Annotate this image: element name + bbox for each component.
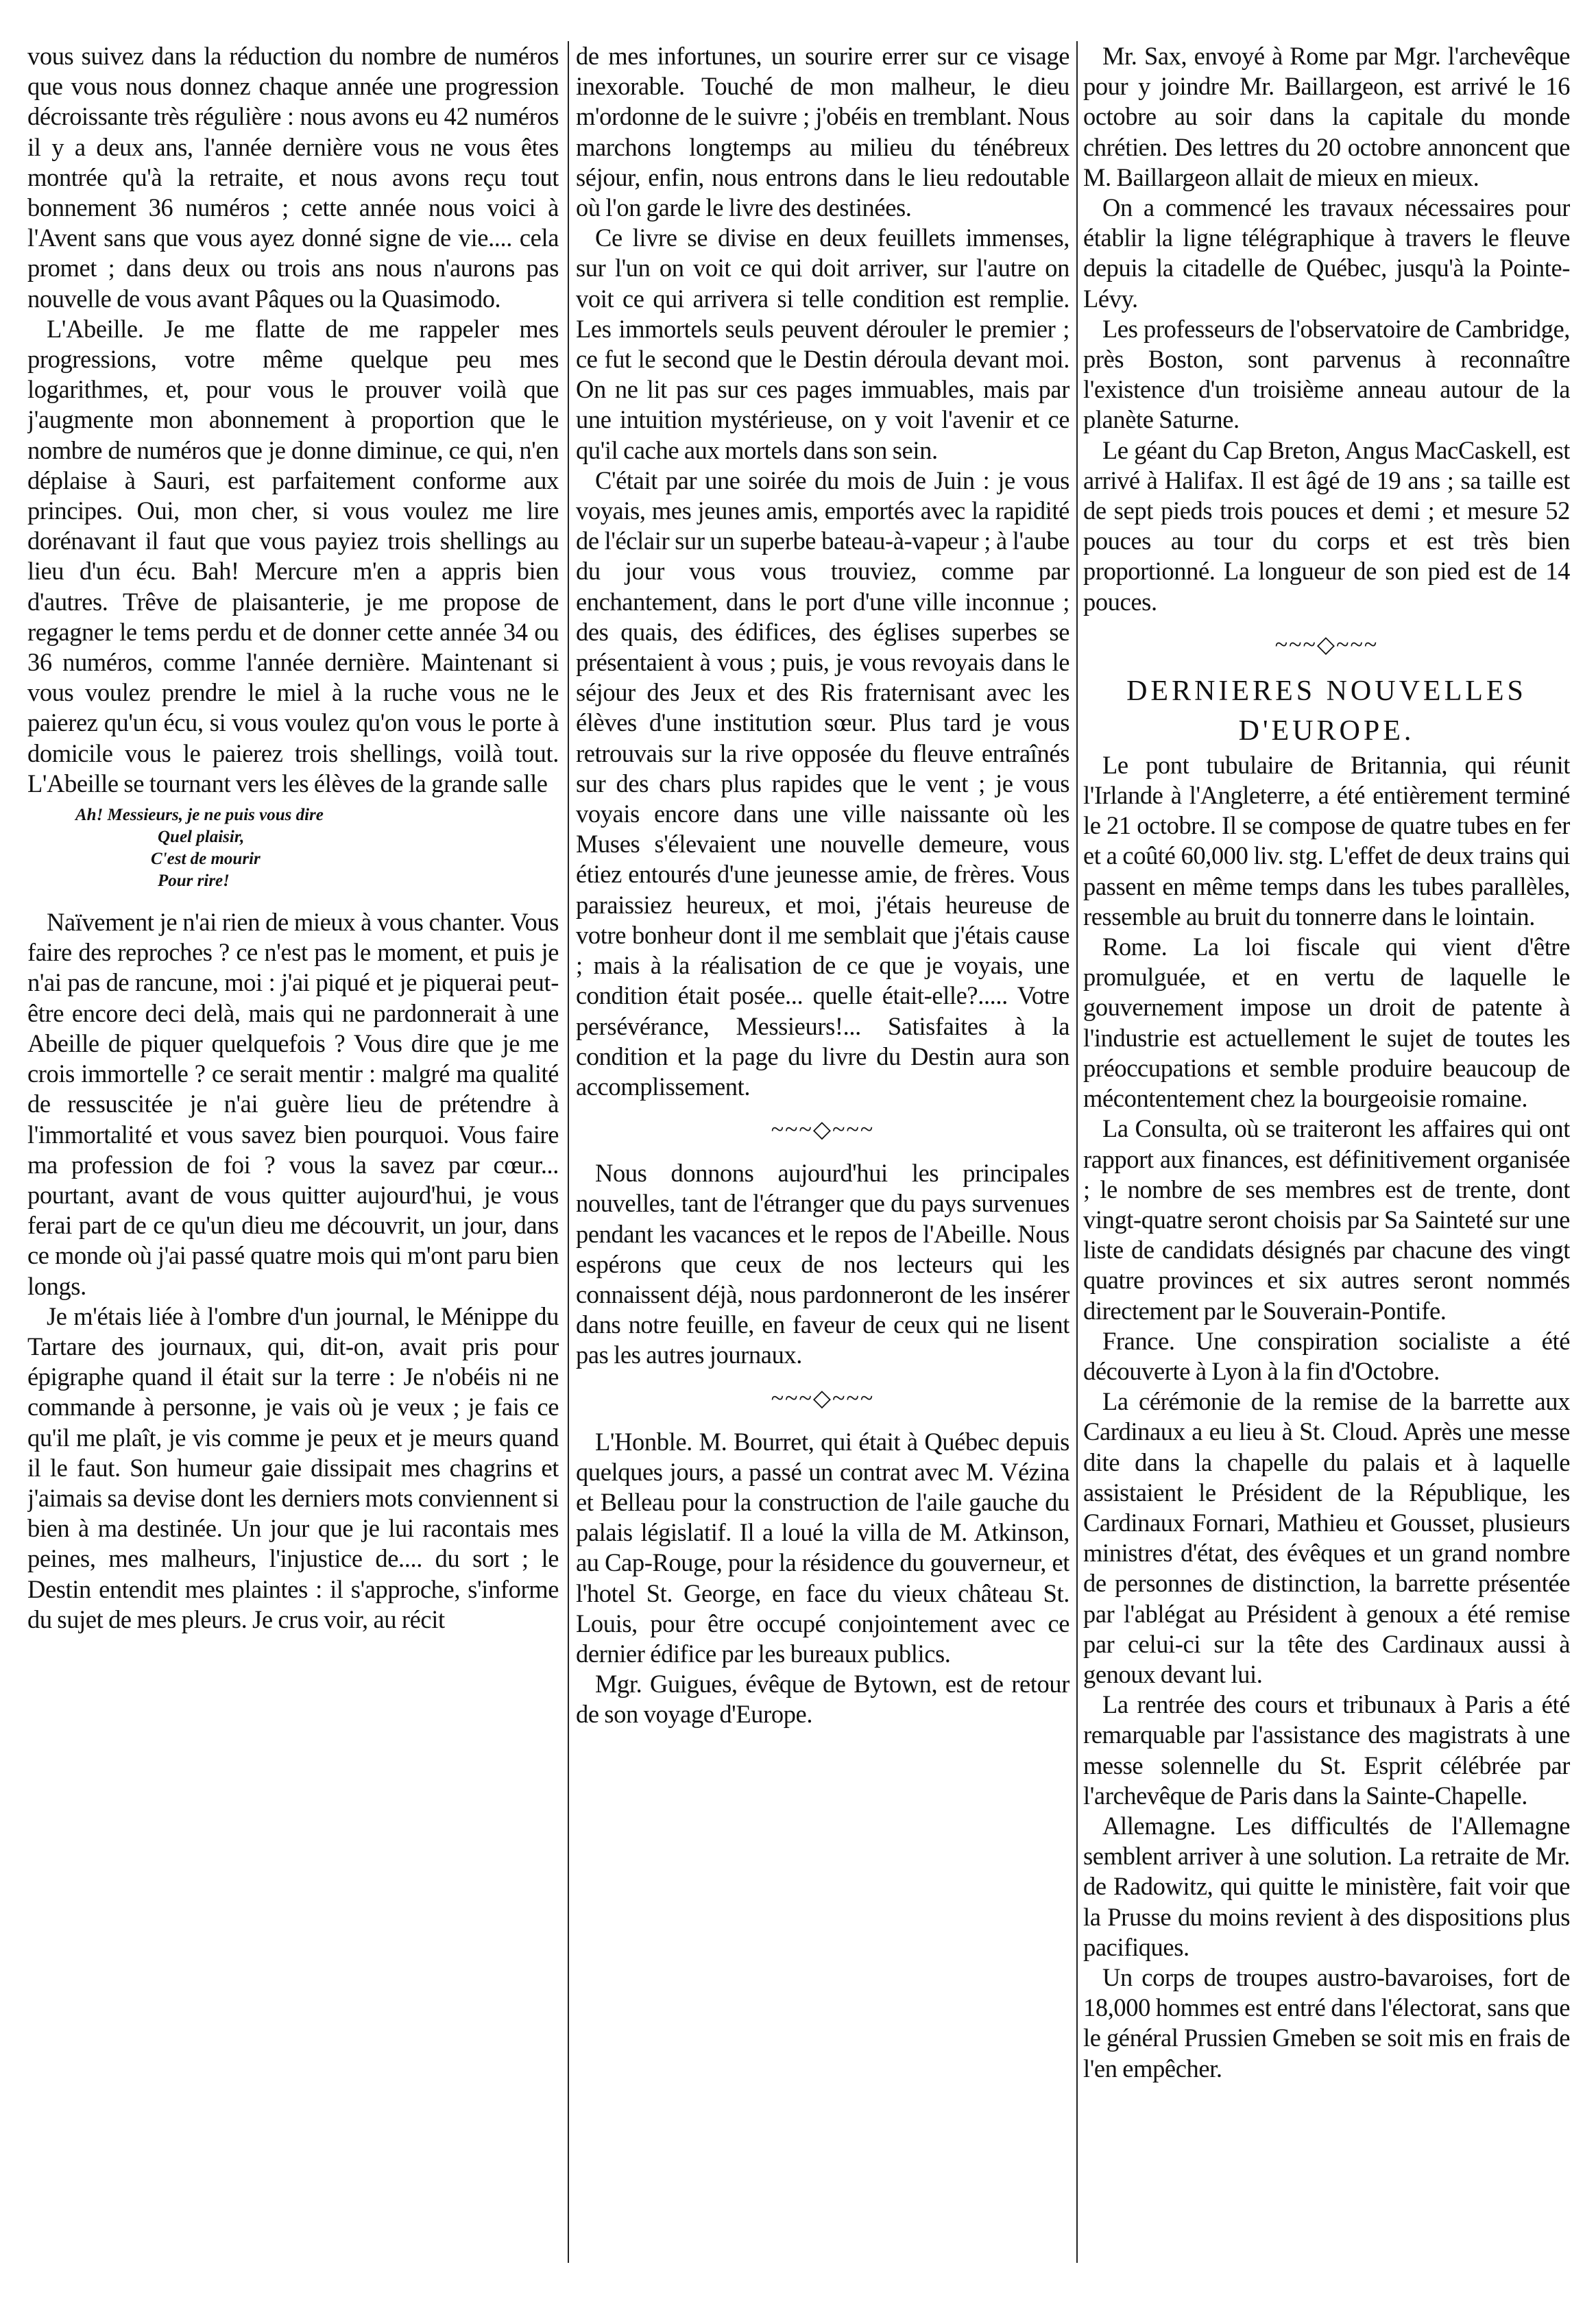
news-item-4: France. Une conspiration socialiste a été découverte à Lyon à la fin d'Octobre. <box>1083 1326 1570 1385</box>
col2-paragraph-1: de mes infortunes, un sourire errer sur ce visage inexorable. Touché de mon malheur, le dieu m'ordonne de le suivre ; j'obéis en tremblant. Nous marchons longtemps au milieu du ténébreux séjour, enfin, nous entrons dans le lieu redoutable où l'on garde le livre des destinées. <box>576 42 1069 222</box>
col2-paragraph-6: Mgr. Guigues, évêque de Bytown, est de retour de son voyage d'Europe. <box>576 1670 1069 1729</box>
col2-paragraph-5: L'Honble. M. Bourret, qui était à Québec depuis quelques jours, a passé un contrat avec M. Vézina et Belleau pour la construction de l'aile gauche du palais législatif. Il a loué la villa de M. Atkinson, au Cap-Rouge, pour la résidence du gouverneur, et l'hotel St. George, en face du vieux château St. Louis, pour être occupé conjointement avec ce dernier édifice par les bureaux publics. <box>576 1427 1069 1668</box>
news-item-1: Le pont tubulaire de Britannia, qui réunit l'Irlande à l'Angleterre, a été entièrement terminé le 21 octobre. Il se compose de quatre tubes en fer et a coûté 60,000 liv. stg. L'effet de deux trains qui passent en même temps dans les tubes parallèles, ressemble au bruit du tonnerre dans le lointain. <box>1083 750 1570 931</box>
ornament-divider-2: ~~~◇~~~ <box>771 1385 875 1411</box>
col3-paragraph-1: Mr. Sax, envoyé à Rome par Mgr. l'archevêque pour y joindre Mr. Baillargeon, est arrivé le 16 octobre au soir dans la capitale du monde chrétien. Des lettres du 20 octobre annoncent que M. Baillargeon allait de mieux en mieux. <box>1083 42 1570 191</box>
news-item-7: Allemagne. Les difficultés de l'Allemagne semblent arriver à une solution. La retraite de Mr. de Radowitz, qui quitte le ministère, fait voir que la Prusse du moins revient à des dispositions plus pacifiques. <box>1083 1811 1570 1961</box>
col2-paragraph-2: Ce livre se divise en deux feuillets immenses, sur l'un on voit ce qui doit arriver, sur l'autre on voit ce qui arrivera si telle condition est remplie. Les immortels seuls peuvent dérouler le premier ; ce fut le second que le Destin déroula devant moi. On ne lit pas sur ces pages immuables, mais par une intuition mystérieuse, on y voit l'avenir et ce qu'il cache aux mortels dans son sein. <box>576 224 1069 464</box>
newspaper-page <box>27 41 1570 2263</box>
verse-line-2: Quel plaisir, <box>158 828 245 847</box>
col2-paragraph-4: Nous donnons aujourd'hui les principales nouvelles, tant de l'étranger que du pays survenues pendant les vacances et le repos de l'Abeille. Nous espérons que ceux de nos lecteurs qui les connaissent déjà, nous pardonneront de les insérer dans notre feuille, en faveur de ceux qui ne lisent pas les autres journaux. <box>576 1159 1069 1369</box>
col3-paragraph-2: On a commencé les travaux nécessaires pour établir la ligne télégraphique à travers le fleuve depuis la citadelle de Québec, jusqu'à la Pointe-Lévy. <box>1083 193 1570 313</box>
col1-paragraph-4: Je m'étais liée à l'ombre d'un journal, le Ménippe du Tartare des journaux, qui, dit-on, avait pris pour épigraphe quand il était sur la terre : Je n'obéis ni ne commande à personne, je vais où je veux ; je fais ce qu'il me plaît, je vis comme je peux et je meurs quand il le faut. Son humeur gaie dissipait mes chagrins et j'aimais sa devise dont les derniers mots conviennent si bien à ma destinée. Un jour que je lui racontais mes peines, mes malheurs, l'injustice de.... du sort ; le Destin entendit mes plaintes : il s'approche, s'informe du sujet de mes pleurs. Je crus voir, au récit <box>27 1301 559 1633</box>
news-item-6: La rentrée des cours et tribunaux à Paris a été remarquable par l'assistance des magistrats à une messe solennelle du St. Esprit célébrée par l'archevêque de Paris dans la Sainte-Chapelle. <box>1083 1690 1570 1810</box>
section-heading-line-1: DERNIERES NOUVELLES <box>1126 675 1527 707</box>
section-heading-line-2: D'EUROPE. <box>1238 715 1415 747</box>
col1-paragraph-3: Naïvement je n'ai rien de mieux à vous chanter. Vous faire des reproches ? ce n'est pas le moment, et puis je n'ai pas de rancune, moi : j'ai piqué et je piquerai peut-être encore deci delà, mais qui ne pardonnerait à une Abeille de piquer quelquefois ? Vous dire que je me crois immortelle ? ce serait mentir : malgré ma qualité de ressuscitée je n'ai guère lieu de prétendre à l'immortalité et vous savez bien pourquoi. Vous faire ma profession de foi ? vous la savez par cœur... pourtant, avant de vous quitter aujourd'hui, je vous ferai part de ce qu'un dieu me découvrit, un jour, dans ce monde où j'ai passé quatre mois qui m'ont paru bien longs. <box>27 908 559 1300</box>
news-item-3: La Consulta, où se traiteront les affaires qui ont rapport aux finances, est définitivement organisée ; le nombre de ses membres est de trente, dont vingt-quatre seront choisis par Sa Sainteté sur une liste de candidats désignés par chacune des vingt quatre provinces et six autres seront nommés directement par le Souverain-Pontife. <box>1083 1114 1570 1325</box>
col2-paragraph-3: C'était par une soirée du mois de Juin : je vous voyais, mes jeunes amis, emportés avec la rapidité de l'éclair sur un superbe bateau-à-vapeur ; à l'aube du jour vous vous trouviez, comme par enchantement, dans le port d'une ville inconnue ; des quais, des édifices, des églises superbes se présentaient à vous ; puis, je vous revoyais dans le séjour des Jeux et des Ris fraternisant avec les élèves d'une institution sœur. Plus tard je vous retrouvais sur la rive opposée du fleuve entraînés sur des chars plus rapides que le vent ; je vous voyais encore dans une ville naissante où les Muses s'élevaient une nouvelle demeure, vous étiez entourés d'une jeunesse amie, de frères. Vous paraissiez heureux, et moi, j'étais heureuse de votre bonheur dont il me semblait que j'étais cause ; mais à la réalisation de ce que je voyais, une condition était posée... quelle était-elle?..... Votre persévérance, Messieurs!... Satisfaites à la condition et la page du livre du Destin aura son accomplissement. <box>576 466 1069 1101</box>
column-rule-right <box>1076 41 1078 2263</box>
verse-line-4: Pour rire! <box>158 872 230 891</box>
col1-paragraph-2: L'Abeille. Je me flatte de me rappeler mes progressions, votre même quelque peu mes logarithmes, et, pour vous le prouver voilà que j'augmente mon abonnement à proportion que le nombre de numéros que je donne diminue, ce qui, n'en déplaise à Sauri, est parfaitement conforme aux principes. Oui, mon cher, si vous voulez me lire dorénavant il faut que vous payiez trois shellings au lieu d'un écu. Bah! Mercure m'en a appris bien d'autres. Trêve de plaisanterie, je me propose de regagner le tems perdu et de donner cette année 34 ou 36 numéros, comme l'année dernière. Maintenant si vous voulez prendre le miel à la ruche vous ne le paierez qu'un écu, si vous voulez qu'on vous le porte à domicile vous le paierez trois shellings, voilà tout. L'Abeille se tournant vers les élèves de la grande salle <box>27 314 559 797</box>
col3-paragraph-4: Le géant du Cap Breton, Angus MacCaskell, est arrivé à Halifax. Il est âgé de 19 ans ; sa taille est de sept pieds trois pouces et demi ; et mesure 52 pouces au tour du corps et est très bien proportionné. La longueur de son pied est de 14 pouces. <box>1083 435 1570 616</box>
column-rule-left <box>568 41 569 2263</box>
col3-paragraph-3: Les professeurs de l'observatoire de Cambridge, près Boston, sont parvenus à reconnaître l'existence d'un troisième anneau autour de la planète Saturne. <box>1083 314 1570 434</box>
column-1 <box>27 41 559 2263</box>
ornament-divider-1: ~~~◇~~~ <box>771 1117 875 1143</box>
verse-line-3: C'est de mourir <box>151 850 261 869</box>
verse-quote <box>75 804 559 892</box>
ornament-divider-3: ~~~◇~~~ <box>1274 632 1379 658</box>
news-item-5: La cérémonie de la remise de la barrette aux Cardinaux a eu lieu à St. Cloud. Après une messe dite dans la chapelle du palais et à laquelle assistaient le Président de la République, les Cardinaux Fornari, Mathieu et Gousset, plusieurs ministres d'état, des évêques et un grand nombre de personnes de distinction, la barrette présentée par l'ablégat au Président à genoux a été remise par celui-ci sur la tête des Cardinaux aussi à genoux devant lui. <box>1083 1387 1570 1688</box>
column-3 <box>1083 41 1570 2263</box>
column-2 <box>576 41 1069 2263</box>
news-item-2: Rome. La loi fiscale qui vient d'être promulguée, et en vertu de laquelle le gouvernement impose un droit de patente à l'industrie est actuellement le sujet de toutes les préoccupations et semble produire beaucoup de mécontentement chez la bourgeoisie romaine. <box>1083 933 1570 1113</box>
verse-line-1: Ah! Messieurs, je ne puis vous dire <box>75 806 324 825</box>
news-item-8: Un corps de troupes austro-bavaroises, fort de 18,000 hommes est entré dans l'électorat, sans que le général Prussien Gmeben se soit mis en frais de l'en empêcher. <box>1083 1963 1570 2083</box>
col1-paragraph-1: vous suivez dans la réduction du nombre de numéros que vous nous donnez chaque année une progression décroissante très régulière : nous avons eu 42 numéros il y a deux ans, l'année dernière vous ne vous êtes montrée qu'à la retraite, et nous avons reçu tout bonnement 36 numéros ; cette année nous voici à l'Avent sans que vous ayez donné signe de vie.... cela promet ; dans deux ou trois ans nous n'aurons pas nouvelle de vous avant Pâques ou la Quasimodo. <box>27 42 559 313</box>
